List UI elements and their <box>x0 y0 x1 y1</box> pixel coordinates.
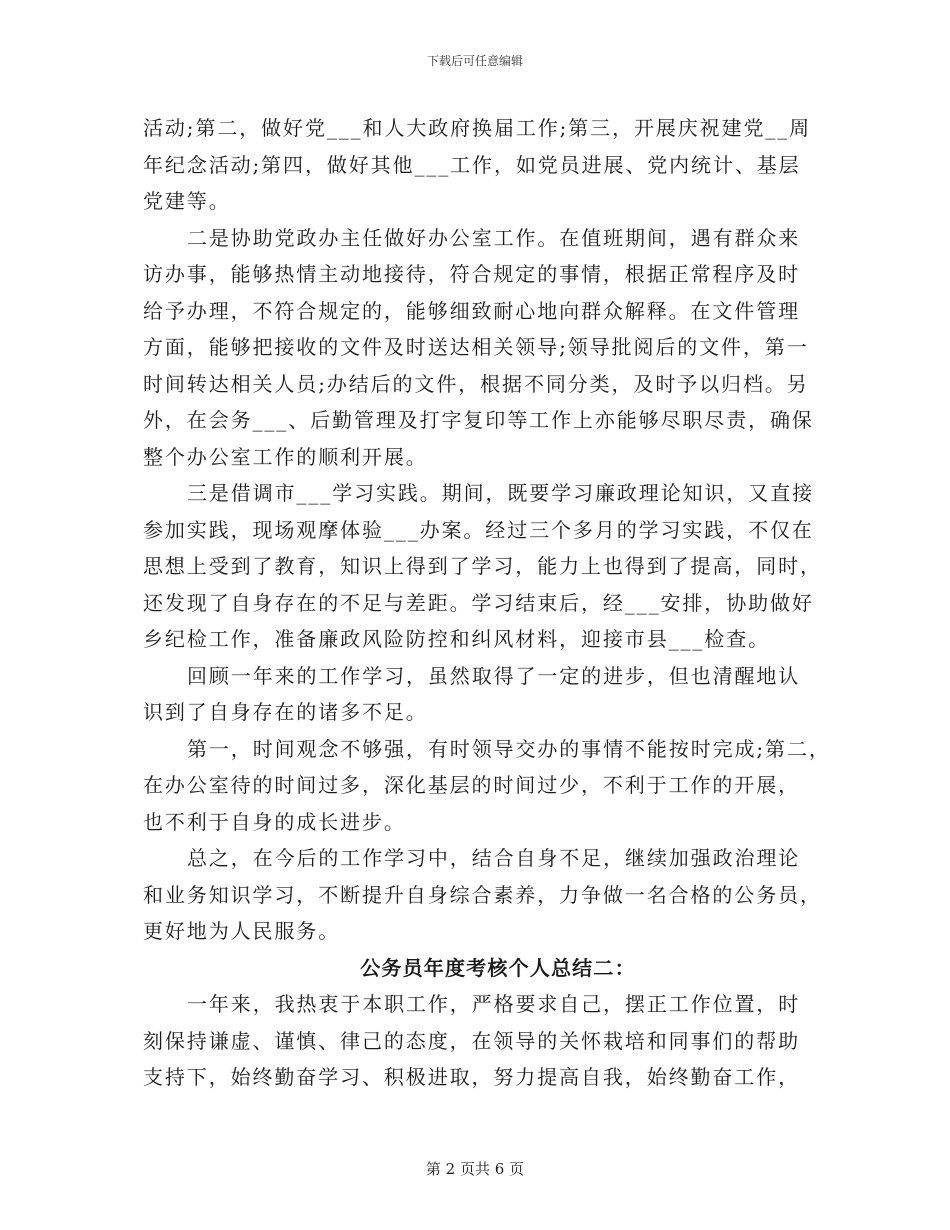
paragraph-line: 年纪念活动;第四，做好其他___工作，如党员进展、党内统计、基层 <box>143 152 801 177</box>
paragraph-line: 识到了自身存在的诸多不足。 <box>143 700 428 724</box>
paragraph-line: 支持下，始终勤奋学习、积极进取，努力提高自我，始终勤奋工作， <box>143 1065 800 1089</box>
paragraph-line: 回顾一年来的工作学习，虽然取得了一定的进步，但也清醒地认 <box>187 663 801 688</box>
paragraph-line: 和业务知识学习，不断提升自身综合素养，力争做一名合格的公务员， <box>143 882 822 907</box>
paragraph-line: 乡纪检工作，准备廉政风险防控和纠风材料，迎接市县___检查。 <box>143 627 770 651</box>
document-body <box>143 110 831 1096</box>
paragraph-line: 参加实践，现场观摩体验___办案。经过三个多月的学习实践，不仅在 <box>143 517 814 542</box>
paragraph-line: 整个办公室工作的顺利开展。 <box>143 444 428 469</box>
paragraph-line: 更好地为人民服务。 <box>143 919 341 943</box>
paragraph-line: 访办事，能够热情主动地接待，符合规定的事情，根据正常程序及时 <box>143 262 800 286</box>
paragraph-line: 方面，能够把接收的文件及时送达相关领导;领导批阅后的文件，第一 <box>143 335 809 359</box>
paragraph-line: 活动;第二，做好党___和人大政府换届工作;第三，开展庆祝建党__周 <box>143 116 812 140</box>
paragraph-line: 时间转达相关人员;办结后的文件，根据不同分类，及时予以归档。另 <box>143 371 809 396</box>
paragraph-line: 也不利于自身的成长进步。 <box>143 809 406 834</box>
section-heading: 公务员年度考核个人总结二： <box>360 955 636 980</box>
header-note: 下载后可任意编辑 <box>426 54 523 68</box>
paragraph-line: 二是协助党政办主任做好办公室工作。在值班期间，遇有群众来 <box>187 225 801 250</box>
paragraph-line: 总之，在今后的工作学习中，结合自身不足，继续加强政治理论 <box>187 846 801 870</box>
paragraph-line: 思想上受到了教育，知识上得到了学习，能力上也得到了提高，同时， <box>143 554 822 578</box>
paragraph-line: 外，在会务___、后勤管理及打字复印等工作上亦能够尽职尽责，确保 <box>143 408 814 432</box>
page-indicator: 第 2 页共 6 页 <box>425 1160 525 1178</box>
paragraph-line: 给予办理，不符合规定的，能够细致耐心地向群众解释。在文件管理 <box>143 298 800 323</box>
paragraph-line: 在办公室待的时间过多，深化基层的时间过少，不利于工作的开展， <box>143 773 800 797</box>
paragraph-line: 一年来，我热衷于本职工作，严格要求自己，摆正工作位置，时 <box>187 992 801 1016</box>
paragraph-line: 刻保持谦虚、谨慎、律己的态度，在领导的关怀栽培和同事们的帮助 <box>143 1028 800 1053</box>
paragraph-line: 党建等。 <box>143 189 231 213</box>
paragraph-line: 还发现了自身存在的不足与差距。学习结束后，经___安排，协助做好 <box>143 590 814 615</box>
paragraph-line: 第一，时间观念不够强，有时领导交办的事情不能按时完成;第二， <box>187 736 831 761</box>
paragraph-line: 三是借调市___学习实践。期间，既要学习廉政理论知识，又直接 <box>187 481 814 505</box>
